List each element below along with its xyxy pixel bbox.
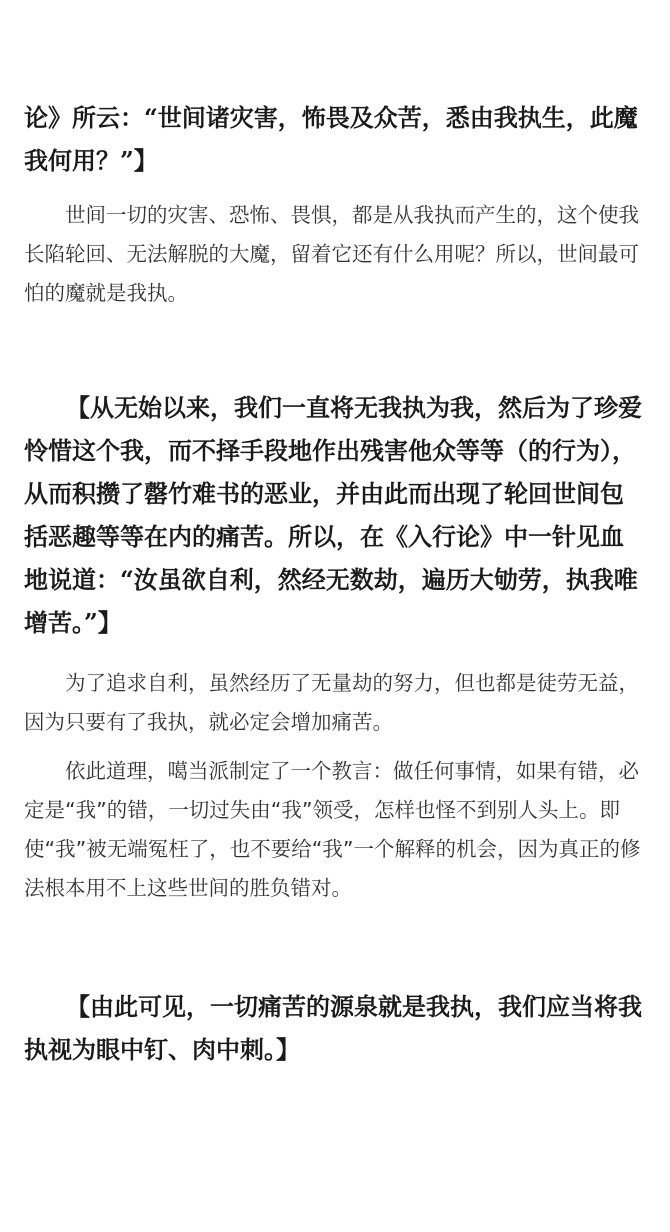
commentary-paragraph-2: 为了追求自利，虽然经历了无量劫的努力，但也都是徒劳无益，因为只要有了我执，就必定会增加痛苦。 bbox=[24, 671, 639, 734]
quote-paragraph-2: 【从无始以来，我们一直将无我执为我，然后为了珍爱怜惜这个我，而不择手段地作出残害他众等等（的行为），从而积攒了罄竹难书的恶业，并由此而出现了轮回世间包括恶趣等等在内的痛苦。所以，在《入行论》中一针见血地说道：“汝虽欲自利，然经无数劫，遍历大劬劳，执我唯增苦。”】 bbox=[24, 393, 642, 637]
quote-paragraph-3: 【由此可见，一切痛苦的源泉就是我执，我们应当将我执视为眼中钉、肉中刺。】 bbox=[24, 992, 642, 1064]
commentary-paragraph-1: 世间一切的灾害、恐怖、畏惧，都是从我执而产生的，这个使我长陷轮回、无法解脱的大魔，留着它还有什么用呢？所以，世间最可怕的魔就是我执。 bbox=[24, 203, 639, 305]
commentary-paragraph-3: 依此道理，噶当派制定了一个教言：做任何事情，如果有错，必定是“我”的错，一切过失由“我”领受，怎样也怪不到别人头上。即使“我”被无端冤枉了，也不要给“我”一个解释的机会，因为真正的修法根本用不上这些世间的胜负错对。 bbox=[24, 759, 641, 900]
quote-paragraph-1: 论》所云：“世间诸灾害，怖畏及众苦，悉由我执生，此魔我何用？”】 bbox=[24, 103, 638, 175]
